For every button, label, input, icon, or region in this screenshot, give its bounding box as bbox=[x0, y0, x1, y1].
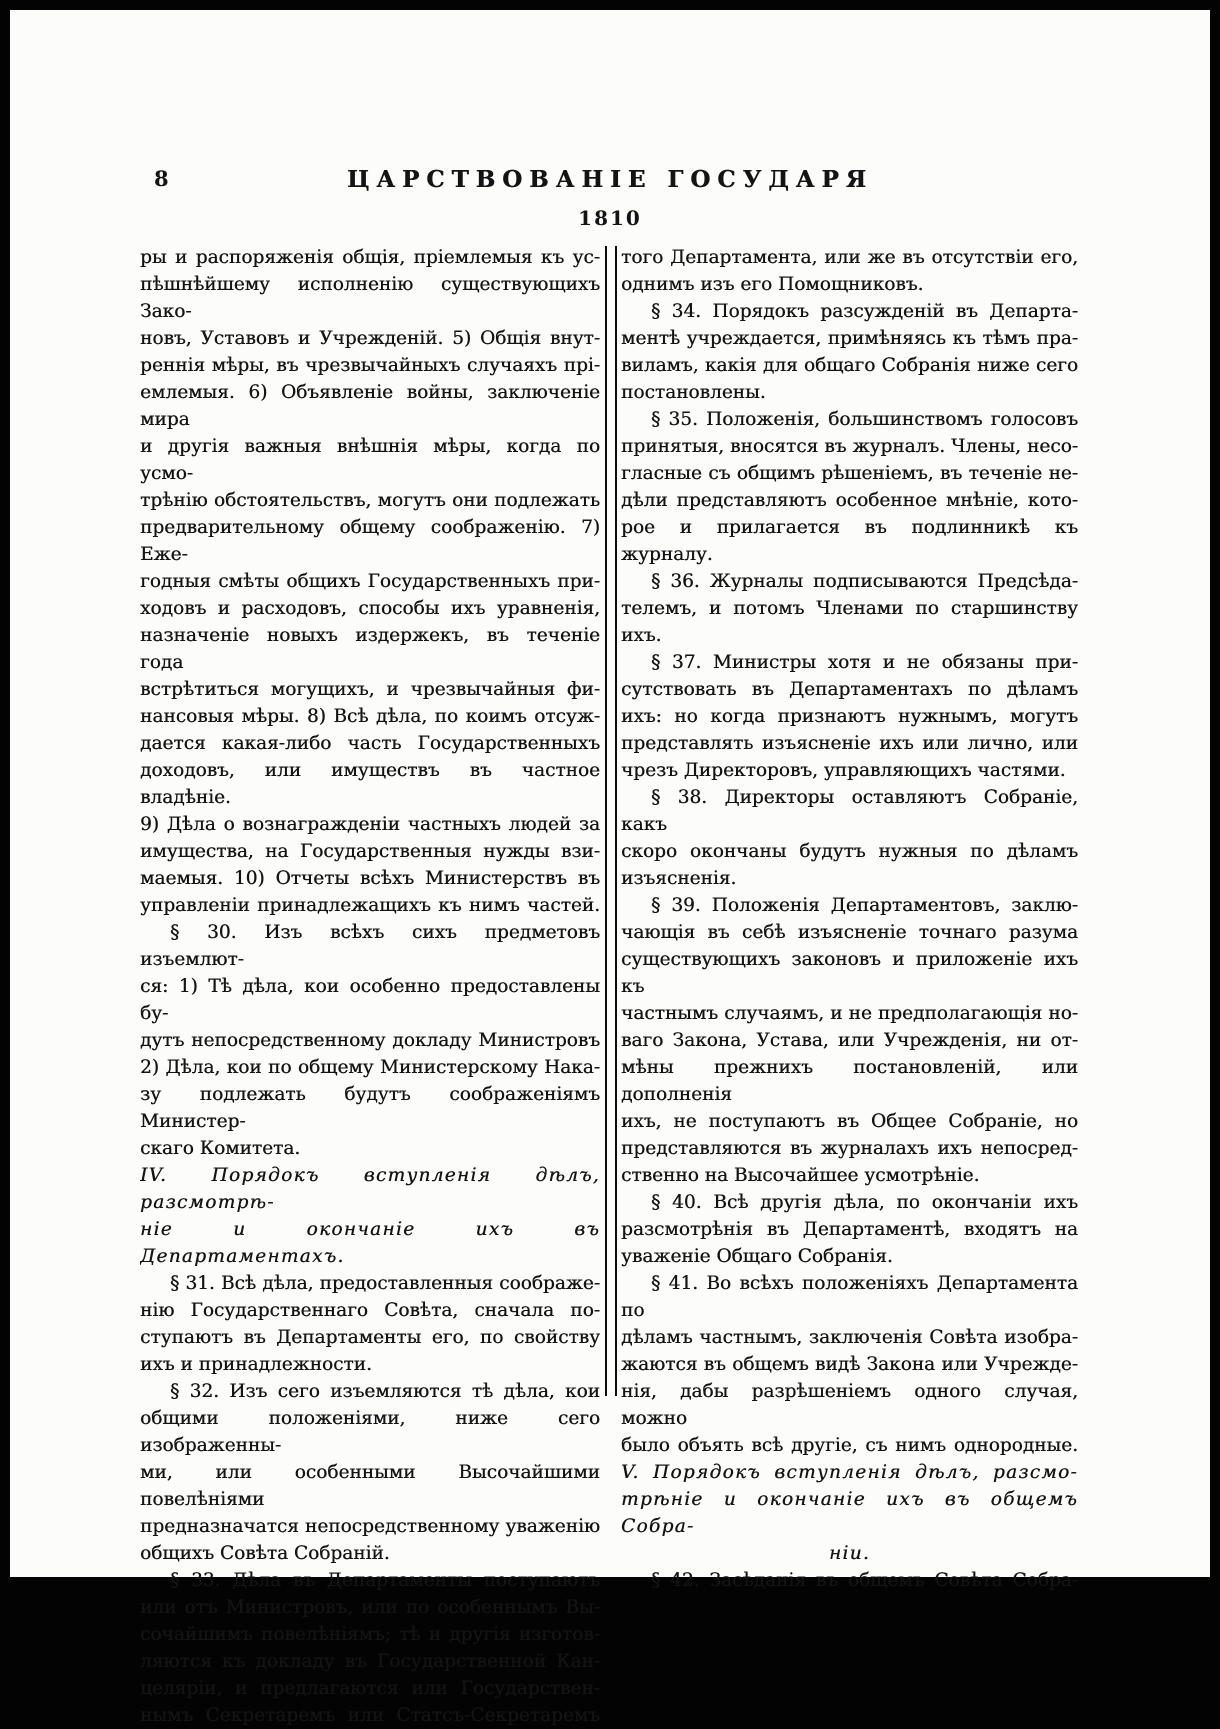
paragraph bbox=[621, 1189, 1078, 1270]
text-line: сутствовать въ Департаментахъ по дѣламъ bbox=[621, 679, 1078, 700]
text-line: предварительному общему соображенію. 7) Еже- bbox=[140, 517, 600, 565]
text-line: разсмотрѣнія въ Департаментѣ, входятъ на bbox=[621, 1219, 1078, 1240]
text-line: управленіи принадлежащихъ къ нимъ частей. bbox=[140, 895, 600, 916]
text-line: дѣламъ частнымъ, заключенія Совѣта изобра- bbox=[621, 1327, 1078, 1348]
text-line: жаются въ общемъ видѣ Закона или Учрежде- bbox=[621, 1354, 1078, 1375]
left-column bbox=[140, 244, 600, 1729]
text-line: трѣніе и окончаніе ихъ въ общемъ Собра- bbox=[621, 1489, 1078, 1537]
text-line: маемыя. 10) Отчеты всѣхъ Министерствъ въ bbox=[140, 868, 600, 889]
text-line: скоро окончаны будутъ нужныя по дѣламъ bbox=[621, 841, 1078, 862]
text-line: нію Государственнаго Совѣта, сначала по- bbox=[140, 1300, 600, 1321]
text-line: ственно на Высочайшее усмотрѣніе. bbox=[621, 1165, 980, 1186]
page-number: 8 bbox=[154, 166, 169, 191]
text-line: виламъ, какія для общаго Собранія ниже сего bbox=[621, 355, 1078, 376]
text-line: нансовыя мѣры. 8) Всѣ дѣла, по коимъ отсуж- bbox=[140, 706, 600, 727]
text-line: § 41. Во всѣхъ положеніяхъ Департамента по bbox=[621, 1273, 1078, 1321]
paragraph bbox=[621, 649, 1078, 784]
text-line: § 39. Положенія Департаментовъ, заклю- bbox=[651, 895, 1078, 916]
paragraph bbox=[621, 892, 1078, 1189]
text-line: предназначатся непосредственному уваженію bbox=[140, 1516, 600, 1537]
text-line: ступаютъ въ Департаменты его, по свойству bbox=[140, 1327, 600, 1348]
text-line: нія, дабы разрѣшеніемъ одного случая, можно bbox=[621, 1381, 1078, 1429]
column-divider-rule bbox=[605, 246, 617, 1396]
text-line: § 36. Журналы подписываются Предсѣда- bbox=[651, 571, 1078, 592]
paragraph bbox=[621, 244, 1078, 298]
text-line: ходовъ и расходовъ, способы ихъ уравненія, bbox=[140, 598, 600, 619]
text-line: ихъ и принадлежности. bbox=[140, 1354, 372, 1375]
text-line: ніи. bbox=[828, 1543, 871, 1564]
text-line: ры и распоряженія общія, пріемлемыя къ ус- bbox=[140, 247, 600, 268]
text-line: дается какая-либо часть Государственныхъ bbox=[140, 733, 600, 754]
text-line: ся: 1) Тѣ дѣла, кои особенно предоставлены бу- bbox=[140, 976, 600, 1024]
paragraph bbox=[140, 1378, 600, 1567]
text-line: годныя смѣты общихъ Государственныхъ при- bbox=[140, 571, 600, 592]
text-line: IV. Порядокъ вступленія дѣлъ, разсмотрѣ- bbox=[140, 1165, 600, 1213]
text-line: § 35. Положенія, большинствомъ голосовъ bbox=[651, 409, 1078, 430]
paragraph bbox=[621, 784, 1078, 892]
text-line: § 42. Засѣданія въ общемъ Совѣта Собра- bbox=[651, 1570, 1078, 1591]
text-line: имущества, на Государственныя нужды взи- bbox=[140, 841, 600, 862]
text-line: V. Порядокъ вступленія дѣлъ, разсмо- bbox=[621, 1462, 1078, 1483]
text-line: емлемыя. 6) Объявленіе войны, заключеніе мира bbox=[140, 382, 600, 430]
text-line: встрѣтиться могущихъ, и чрезвычайныя фи- bbox=[140, 679, 600, 700]
document-page bbox=[10, 10, 1210, 1726]
running-title: ЦАРСТВОВАНІЕ ГОСУДАРЯ bbox=[347, 166, 873, 193]
text-line: 2) Дѣла, кои по общему Министерскому Нака- bbox=[140, 1057, 600, 1078]
text-line: зу подлежать будутъ соображеніямъ Министер- bbox=[140, 1084, 600, 1132]
text-line: общими положеніями, ниже сего изображенны- bbox=[140, 1408, 600, 1456]
text-line: ментѣ учреждается, примѣняясь къ тѣмъ пра- bbox=[621, 328, 1078, 349]
text-line: или отъ Министровъ, или по особеннымъ Вы- bbox=[140, 1597, 600, 1618]
text-line: дѣли представляютъ особенное мнѣніе, кото- bbox=[621, 490, 1078, 511]
text-line: дутъ непосредственному докладу Министровъ bbox=[140, 1030, 600, 1051]
text-columns bbox=[140, 244, 1082, 1729]
text-line: § 33. Дѣла въ Департаменты поступаютъ bbox=[170, 1570, 600, 1591]
paragraph bbox=[621, 568, 1078, 649]
text-line: представляются въ журналахъ ихъ непосред- bbox=[621, 1138, 1078, 1159]
text-line: трѣнію обстоятельствъ, могутъ они подлежать bbox=[140, 490, 600, 511]
text-line: было объять всѣ другіе, съ нимъ однородные. bbox=[621, 1435, 1078, 1456]
text-line: ихъ: но когда признаютъ нужнымъ, могутъ bbox=[621, 706, 1078, 727]
text-line: доходовъ, или имуществъ въ частное владѣніе. bbox=[140, 760, 600, 808]
text-line: ми, или особенными Высочайшими повелѣніями bbox=[140, 1462, 600, 1510]
text-line: рое и прилагается въ подлинникѣ къ журналу. bbox=[621, 517, 1078, 565]
text-line: существующихъ законовъ и приложеніе ихъ къ bbox=[621, 949, 1078, 997]
text-line: телемъ, и потомъ Членами по старшинству ихъ. bbox=[621, 598, 1078, 646]
text-line: ваго Закона, Устава, или Учрежденія, ни от- bbox=[621, 1030, 1078, 1051]
paragraph bbox=[621, 1270, 1078, 1459]
text-line: мѣны прежнихъ постановленій, или дополненія bbox=[621, 1057, 1078, 1105]
text-line: чрезъ Директоровъ, управляющихъ частями. bbox=[621, 760, 1066, 781]
right-column bbox=[621, 244, 1078, 1594]
text-line: скаго Комитета. bbox=[140, 1138, 301, 1159]
text-line: и другія важныя внѣшнія мѣры, когда по усмо- bbox=[140, 436, 600, 484]
text-line: § 30. Изъ всѣхъ сихъ предметовъ изъемлют- bbox=[140, 922, 600, 970]
text-line: частнымъ случаямъ, и не предполагающія но- bbox=[621, 1003, 1078, 1024]
text-line: ляются къ докладу въ Государственной Кан- bbox=[140, 1651, 600, 1672]
text-line: § 40. Всѣ другія дѣла, по окончаніи ихъ bbox=[651, 1192, 1078, 1213]
text-line: § 32. Изъ сего изъемляются тѣ дѣла, кои bbox=[170, 1381, 600, 1402]
text-line: нымъ Секретаремъ или Статсъ-Секретаремъ bbox=[140, 1705, 600, 1726]
text-line: § 37. Министры хотя и не обязаны при- bbox=[651, 652, 1078, 673]
paragraph bbox=[140, 919, 600, 1162]
paragraph bbox=[140, 1270, 600, 1378]
text-line: § 38. Директоры оставляютъ Собраніе, какъ bbox=[621, 787, 1078, 835]
text-line: ніе и окончаніе ихъ въ Департаментахъ. bbox=[140, 1219, 600, 1267]
text-line: того Департамента, или же въ отсутствіи его, bbox=[621, 247, 1078, 268]
year-heading: 1810 bbox=[578, 206, 642, 230]
text-line: пѣшнѣйшему исполненію существующихъ Зако- bbox=[140, 274, 600, 322]
text-line: общихъ Совѣта Собраній. bbox=[140, 1543, 390, 1564]
section-heading bbox=[621, 1459, 1078, 1567]
text-line: постановлены. bbox=[621, 382, 766, 403]
text-line: § 31. Всѣ дѣла, предоставленныя соображе- bbox=[170, 1273, 600, 1294]
text-line: ихъ, не поступаютъ въ Общее Собраніе, но bbox=[621, 1111, 1078, 1132]
text-line: однимъ изъ его Помощниковъ. bbox=[621, 274, 924, 295]
text-line: изъясненія. bbox=[621, 868, 737, 889]
text-line: принятыя, вносятся въ журналъ. Члены, несо- bbox=[621, 436, 1078, 457]
text-line: новъ, Уставовъ и Учрежденій. 5) Общія внут- bbox=[140, 328, 600, 349]
text-line: гласные съ общимъ рѣшеніемъ, въ теченіе не- bbox=[621, 463, 1078, 484]
text-line: назначеніе новыхъ издержекъ, въ теченіе года bbox=[140, 625, 600, 673]
text-line: целяріи, и предлагаются или Государствен- bbox=[140, 1678, 600, 1699]
text-line: чающія въ себѣ изъясненіе точнаго разума bbox=[621, 922, 1078, 943]
text-line: § 34. Порядокъ разсужденій въ Департа- bbox=[651, 301, 1078, 322]
text-line: представлять изъясненіе ихъ или лично, или bbox=[621, 733, 1078, 754]
paragraph bbox=[140, 1567, 600, 1729]
section-heading bbox=[140, 1162, 600, 1270]
text-line: реннія мѣры, въ чрезвычайныхъ случаяхъ прі- bbox=[140, 355, 600, 376]
text-line: 9) Дѣла о вознагражденіи частныхъ людей за bbox=[140, 814, 600, 835]
text-line: уваженіе Общаго Собранія. bbox=[621, 1246, 893, 1267]
paragraph bbox=[621, 298, 1078, 406]
paragraph bbox=[140, 244, 600, 919]
paragraph bbox=[621, 406, 1078, 568]
text-line: сочайшимъ повелѣніямъ; тѣ и другія изготов- bbox=[140, 1624, 600, 1645]
